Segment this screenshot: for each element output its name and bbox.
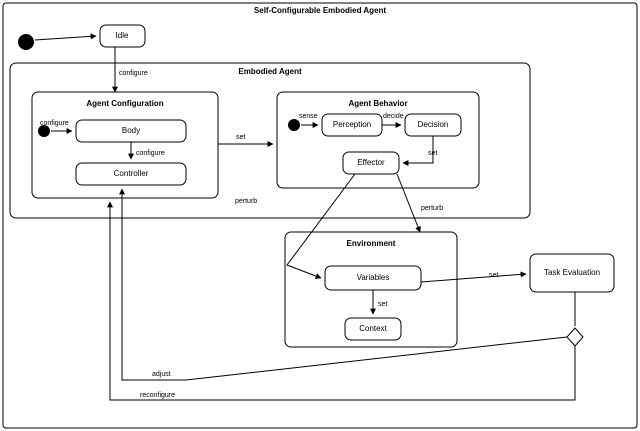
edge-label-set-behavior: set: [236, 134, 246, 141]
edge-label-configure-idle: configure: [119, 70, 148, 77]
edge-label-sense: sense: [299, 113, 318, 120]
state-context-label: Context: [359, 324, 387, 333]
edge-label-perturb-environment: perturb: [421, 205, 444, 212]
region-embodied-agent-label: Embodied Agent: [238, 67, 302, 76]
state-task-evaluation-label: Task Evaluation: [543, 268, 601, 277]
region-agent-configuration-label: Agent Configuration: [86, 99, 164, 108]
state-variables-label: Variables: [356, 273, 390, 282]
region-agent-behavior-label: Agent Behavior: [348, 99, 408, 108]
edge-label-adjust: adjust: [152, 371, 171, 378]
state-body-label: Body: [121, 126, 141, 135]
region-environment-label: Environment: [346, 239, 396, 248]
diagram-title: Self-Configurable Embodied Agent: [253, 6, 387, 15]
state-controller-label: Controller: [113, 169, 149, 178]
edge-label-set-effector: set: [428, 150, 438, 157]
state-perception-label: Perception: [332, 120, 372, 129]
edge-label-set-context: set: [378, 301, 388, 308]
edge-label-set-task-evaluation: set: [489, 272, 499, 279]
edge-label-configure-controller: configure: [136, 150, 165, 157]
state-effector-label: Effector: [357, 158, 385, 167]
state-decision-label: Decision: [417, 120, 449, 129]
edge-label-configure-body: configure: [40, 120, 69, 127]
state-idle-label: Idle: [115, 31, 129, 40]
edge-label-decide: decide: [383, 113, 404, 120]
edge-label-perturb-variables: perturb: [235, 198, 258, 205]
edge-label-reconfigure: reconfigure: [140, 392, 176, 399]
